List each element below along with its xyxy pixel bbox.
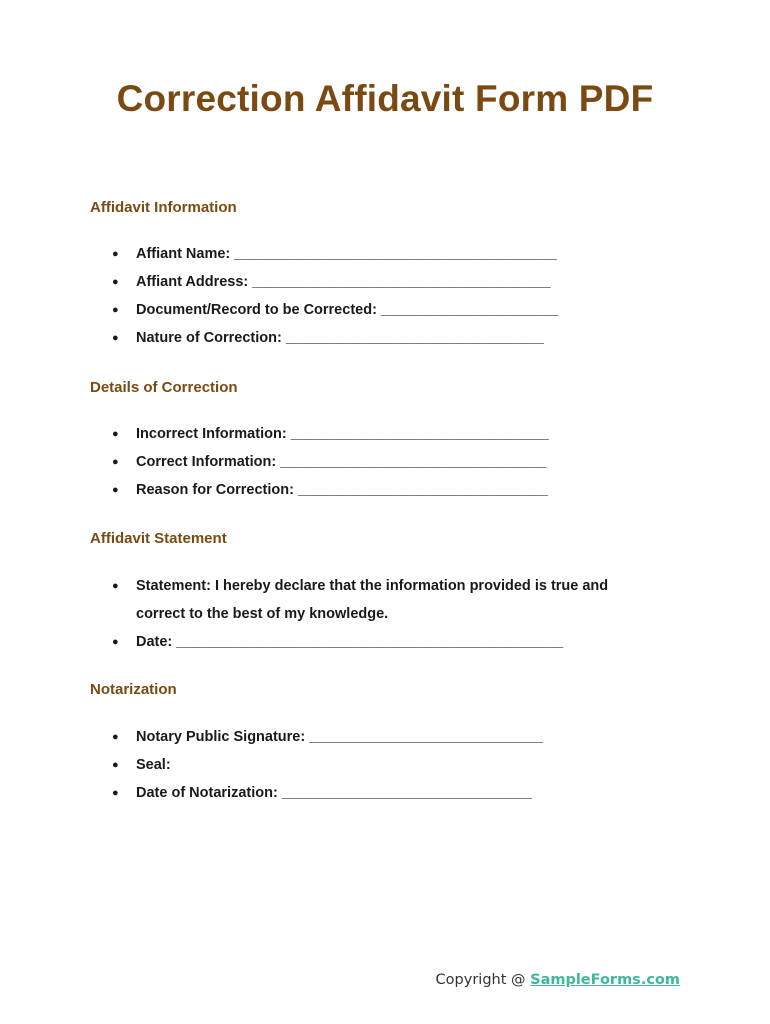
bullet-icon: ● — [112, 248, 119, 260]
list-item — [112, 751, 672, 779]
list-item — [112, 476, 672, 504]
section-heading: Notarization — [90, 681, 177, 698]
item-text: Reason for Correction: _______________________________ — [136, 482, 548, 498]
list-item — [112, 420, 672, 448]
section-affidavit-information — [90, 198, 690, 346]
item-text: Affiant Address: _____________________________________ — [136, 274, 551, 290]
footer-copyright — [436, 972, 680, 988]
list-item — [112, 572, 656, 628]
bullet-icon: ● — [112, 636, 119, 648]
list-item — [112, 240, 672, 268]
section-heading: Affidavit Information — [90, 199, 237, 216]
bullet-icon: ● — [112, 276, 119, 288]
list-item — [112, 628, 672, 656]
list-item — [112, 268, 672, 296]
item-text: Seal: — [136, 757, 171, 773]
bullet-icon: ● — [112, 332, 119, 344]
item-text: Statement: I hereby declare that the information provided is true and correct to the best of my knowledge. — [136, 578, 609, 622]
copyright-text: Copyright @ — [435, 972, 531, 988]
section-details-of-correction — [90, 378, 690, 498]
bullet-icon: ● — [112, 580, 119, 592]
list-item — [112, 324, 672, 352]
page-title: Correction Affidavit Form PDF — [116, 78, 654, 119]
list-item — [112, 296, 672, 324]
item-list — [112, 420, 672, 504]
list-item — [112, 723, 672, 751]
section-notarization — [90, 680, 690, 801]
item-list — [112, 572, 672, 656]
section-heading: Affidavit Statement — [90, 530, 227, 547]
item-text: Date of Notarization: _______________________________ — [136, 785, 532, 801]
brand-link[interactable]: SampleForms.com — [530, 972, 680, 988]
item-text: Notary Public Signature: _____________________________ — [136, 729, 544, 745]
item-text: Document/Record to be Corrected: ______________________ — [136, 302, 559, 318]
item-list — [112, 240, 672, 352]
bullet-icon: ● — [112, 787, 119, 799]
item-list — [112, 723, 672, 807]
section-heading: Details of Correction — [90, 379, 238, 396]
item-text: Nature of Correction: ________________________________ — [136, 330, 544, 346]
bullet-icon: ● — [112, 456, 119, 468]
bullet-icon: ● — [112, 304, 119, 316]
item-text: Correct Information: _________________________________ — [136, 454, 547, 470]
bullet-icon: ● — [112, 428, 119, 440]
section-affidavit-statement — [90, 529, 690, 650]
bullet-icon: ● — [112, 731, 119, 743]
bullet-icon: ● — [112, 484, 119, 496]
item-text: Incorrect Information: ________________________________ — [136, 426, 549, 442]
list-item — [112, 448, 672, 476]
bullet-icon: ● — [112, 759, 119, 771]
item-text: Date: ________________________________________________ — [136, 634, 564, 650]
item-text: Affiant Name: ________________________________________ — [136, 246, 557, 262]
list-item — [112, 779, 672, 807]
